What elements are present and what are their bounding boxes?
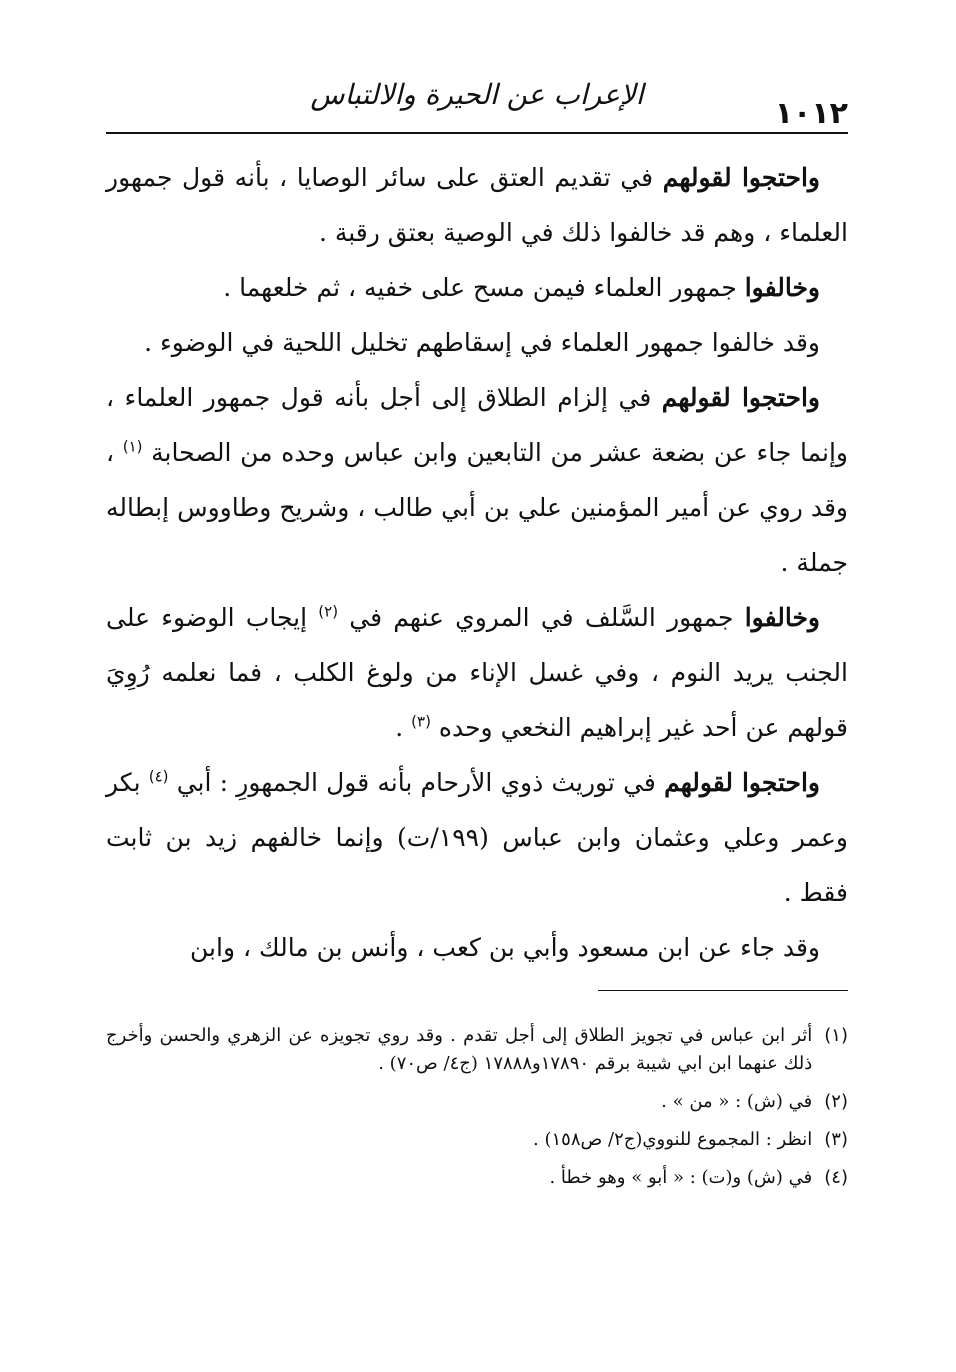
footnote-text: في (ش) : « من » . [661,1091,813,1112]
header-rule [106,132,848,134]
paragraph-text: إيجاب الوضوء على الجنب يريد النوم ، وفي غسل الإناء من ولوغ الكلب ، فما نعلمه رُوِيَ قولهم عن أحد غير إبراهيم النخعي وحده [106,603,848,742]
footnote-number: (٣) [824,1129,848,1150]
paragraph [106,260,848,315]
paragraph-text: بكر وعمر وعلي وعثمان وابن عباس (١٩٩/ت) وإنما خالفهم زيد بن ثابت فقط . [106,768,848,907]
running-title: الإعراب عن الحيرة والالتباس [310,78,644,111]
footnote-marker[interactable]: (٣) [411,712,431,731]
footnotes [106,1022,848,1202]
main-text [106,150,848,975]
footnote-item [106,1126,848,1154]
footnote-item [106,1164,848,1192]
paragraph [106,590,848,755]
paragraph-lead: واحتجوا لقولهم [661,383,820,412]
paragraph-lead: واحتجوا لقولهم [664,768,820,797]
paragraph-text: . [395,713,412,742]
paragraph-text: في إلزام الطلاق إلى أجل بأنه قول جمهور العلماء ، وإنما جاء عن بضعة عشر من التابعين وابن عباس وحده من الصحابة [106,383,849,467]
paragraph [106,370,848,590]
footnote-number: (١) [824,1025,848,1046]
paragraph-text: في تقديم العتق على سائر الوصايا ، بأنه قول جمهور العلماء ، وهم قد خالفوا ذلك في الوصية بعتق رقبة . [106,163,848,247]
paragraph [106,920,848,975]
footnote-text: أثر ابن عباس في تجويز الطلاق إلى أجل تقدم . وقد روي تجويزه عن الزهري والحسن وأخرج ذلك عنهما ابن ابي شيبة برقم ١٧٨٩٠و١٧٨٨٨ (ج٤/ ص٧٠) . [106,1025,813,1074]
paragraph [106,315,848,370]
paragraph-text: جمهور السَّلف في المروي عنهم في [338,603,745,632]
paragraph [106,150,848,260]
page-header [106,78,848,134]
paragraph-text: وقد خالفوا جمهور العلماء في إسقاطهم تخليل اللحية في الوضوء . [144,328,820,357]
paragraph-lead: وخالفوا [744,603,820,632]
footnote-number: (٤) [824,1167,848,1188]
paragraph [106,755,848,920]
paragraph-lead: واحتجوا لقولهم [662,163,821,192]
paragraph-text: جمهور العلماء فيمن مسح على خفيه ، ثم خلعهما . [223,273,745,302]
paragraph-text: ، وقد روي عن أمير المؤمنين علي بن أبي طالب ، وشريح وطاووس إبطاله جملة . [106,438,848,577]
paragraph-text: في توريث ذوي الأرحام بأنه قول الجمهورِ : أبي [168,768,665,797]
footnote-number: (٢) [824,1091,848,1112]
footnote-marker[interactable]: (٤) [148,767,169,786]
paragraph-lead: وخالفوا [744,273,820,302]
footnote-separator [598,990,848,991]
footnote-marker[interactable]: (٢) [318,602,339,621]
footnote-item [106,1022,848,1078]
footnote-text: في (ش) و(ت) : « أبو » وهو خطأ . [549,1167,813,1188]
paragraph-text: وقد جاء عن ابن مسعود وأبي بن كعب ، وأنس بن مالك ، وابن [190,933,820,962]
footnote-item [106,1088,848,1116]
page-number: ١٠١٢ [774,96,848,131]
footnote-text: انظر : المجموع للنووي(ج٢/ ص١٥٨) . [533,1129,813,1150]
footnote-marker[interactable]: (١) [122,437,143,456]
